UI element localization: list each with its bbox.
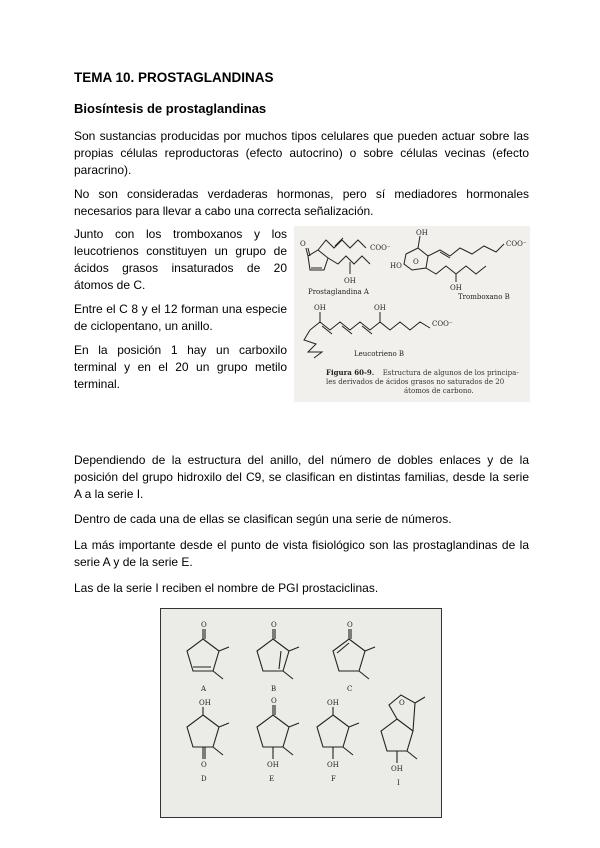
series-i-oxygen-label: O bbox=[399, 699, 405, 707]
paragraph-7: Dentro de cada una de ellas se clasifican según una serie de números. bbox=[74, 512, 452, 526]
figure1-caption-number: Figura 60-9. bbox=[326, 368, 375, 377]
tromboxano-hydroxyl-label-top: OH bbox=[416, 229, 428, 237]
series-f-hydroxyl-label-bottom: OH bbox=[327, 761, 339, 769]
paragraph-2: No son consideradas verdaderas hormonas, pero sí mediadores hormonales necesarios para llevar a cabo una correcta señalización. bbox=[74, 187, 529, 218]
section-heading: Biosíntesis de prostaglandinas bbox=[74, 101, 267, 116]
series-label-e: E bbox=[269, 775, 275, 783]
tromboxano-name: Tromboxano B bbox=[458, 293, 510, 301]
series-label-c: C bbox=[347, 685, 353, 693]
paragraph-4: Entre el C 8 y el 12 forman una especie de ciclopentano, un anillo. bbox=[74, 302, 287, 333]
paragraph-6: Dependiendo de la estructura del anillo, del número de dobles enlaces y de la posición del grupo hidroxilo del C9, se clasifican en distintas familias, desde la serie A a la serie I. bbox=[74, 453, 529, 501]
series-f-hydroxyl-label-top: OH bbox=[327, 699, 339, 707]
series-e-hydroxyl-label: OH bbox=[267, 761, 279, 769]
leucotrieno-carboxylate-label: COO⁻ bbox=[432, 320, 453, 328]
series-label-a: A bbox=[201, 685, 207, 693]
leucotrieno-name: Leucotrieno B bbox=[354, 350, 405, 358]
figure1-caption-line-1 bbox=[326, 362, 519, 379]
figure-fatty-acid-derivatives bbox=[294, 226, 530, 402]
paragraph-8: La más importante desde el punto de vista fisiológico son las prostaglandinas de la serie A y de la serie E. bbox=[74, 538, 529, 569]
series-label-d: D bbox=[201, 775, 207, 783]
tromboxano-oxygen-label: O bbox=[413, 258, 419, 266]
tromboxano-ho-label: HO bbox=[390, 262, 402, 270]
figure-ring-series bbox=[160, 608, 442, 818]
page-title: TEMA 10. PROSTAGLANDINAS bbox=[74, 70, 274, 85]
series-i-hydroxyl-label: OH bbox=[391, 765, 403, 773]
ring-series-drawing bbox=[161, 609, 441, 817]
series-a-oxo-label: O bbox=[201, 621, 207, 629]
figure1-caption-text-1: Estructura de algunos de los principa- bbox=[382, 369, 519, 377]
series-d-oxo-label: O bbox=[201, 761, 207, 769]
prostaglandina-carboxylate-label: COO⁻ bbox=[370, 244, 391, 252]
paragraph-9: Las de la serie I reciben el nombre de PGI prostaciclinas. bbox=[74, 581, 379, 595]
prostaglandina-oxo-label: O bbox=[300, 240, 306, 248]
figure1-caption-line-3: átomos de carbono. bbox=[404, 387, 474, 395]
prostaglandina-hydroxyl-label: OH bbox=[344, 277, 356, 285]
series-label-i: I bbox=[397, 779, 400, 787]
paragraph-1: Son sustancias producidas por muchos tipos celulares que pueden actuar sobre las propias células reproductoras (efecto autocrino) o sobre células vecinas (efecto paracrino). bbox=[74, 129, 529, 177]
series-label-f: F bbox=[331, 775, 336, 783]
tromboxano-hydroxyl-label: OH bbox=[450, 284, 462, 292]
leucotrieno-hydroxyl-label-1: OH bbox=[314, 304, 326, 312]
leucotrieno-hydroxyl-label-2: OH bbox=[374, 304, 386, 312]
series-e-oxo-label: O bbox=[271, 697, 277, 705]
paragraph-3: Junto con los tromboxanos y los leucotrienos constituyen un grupo de ácidos grasos insaturados de 20 átomos de C. bbox=[74, 227, 287, 292]
series-c-oxo-label: O bbox=[347, 621, 353, 629]
structures-drawing bbox=[294, 226, 530, 402]
tromboxano-carboxylate-label: COO⁻ bbox=[506, 240, 527, 248]
series-b-oxo-label: O bbox=[271, 621, 277, 629]
series-label-b: B bbox=[271, 685, 277, 693]
figure1-caption-line-2: les derivados de ácidos grasos no saturados de 20 bbox=[326, 378, 505, 386]
paragraph-5: En la posición 1 hay un carboxilo terminal y en el 20 un grupo metilo terminal. bbox=[74, 343, 287, 391]
prostaglandina-name: Prostaglandina A bbox=[308, 288, 369, 296]
series-d-hydroxyl-label: OH bbox=[199, 699, 211, 707]
